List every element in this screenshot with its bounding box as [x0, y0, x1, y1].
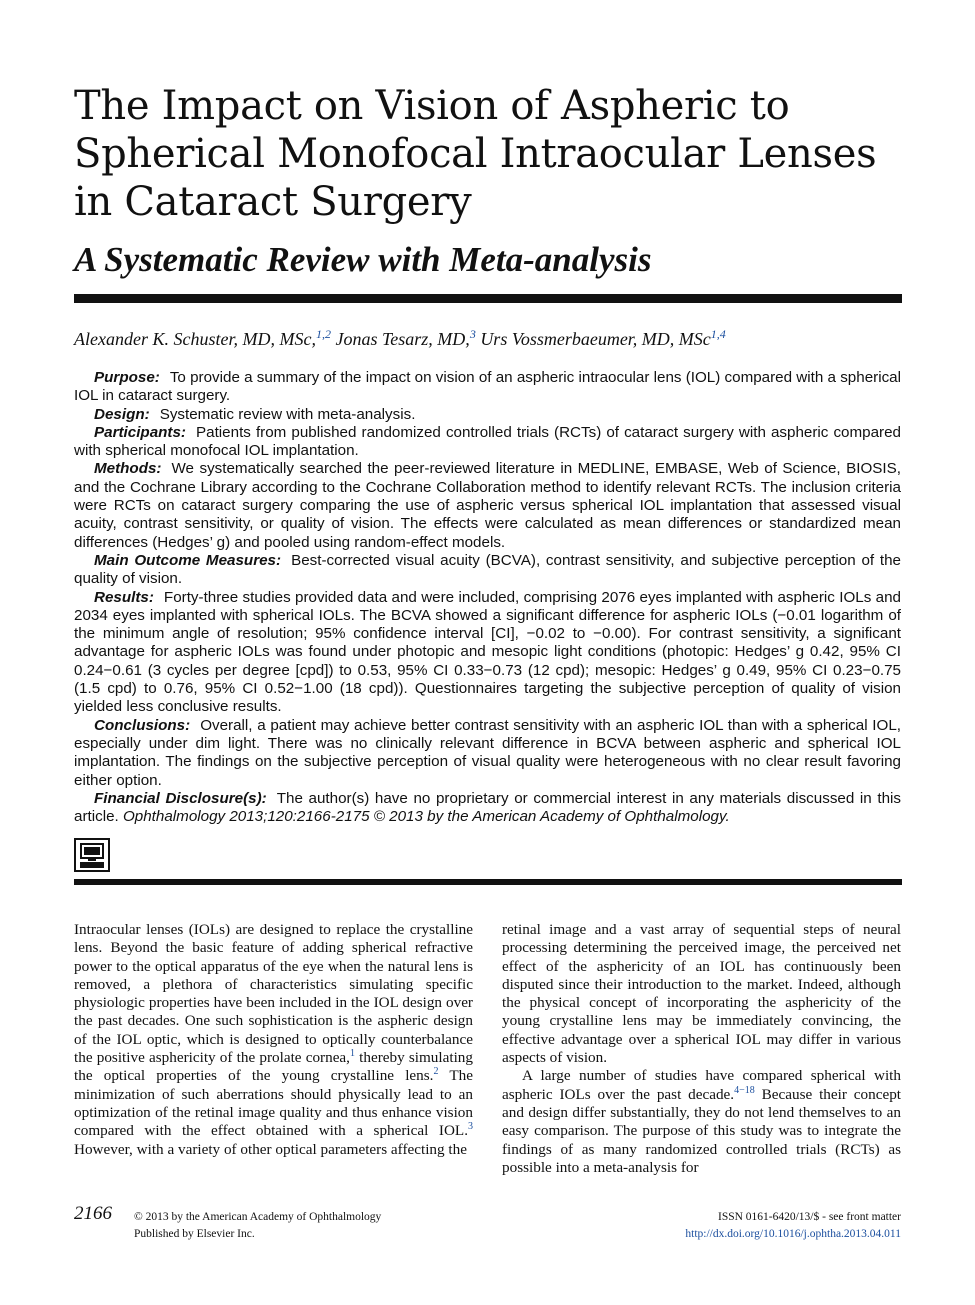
abstract-purpose: Purpose: To provide a summary of the impact on vision of an aspheric intraocular lens (IOL) compared with a spherical IOL in cataract surgery.: [74, 369, 901, 405]
body-column-left: [74, 921, 473, 1159]
abstract-participants: Participants: Patients from published randomized controlled trials (RCTs) of cataract surgery with aspheric compared with spherical monofocal IOL implantation.: [74, 423, 901, 460]
author-name: Urs Vossmerbaeumer, MD, MSc: [480, 329, 711, 349]
author-list: [74, 326, 904, 352]
page-number: 2166: [74, 1203, 112, 1224]
reference-link[interactable]: 3: [468, 1121, 473, 1133]
body-column-right: [502, 921, 901, 1177]
abstract-rule: [74, 879, 902, 885]
author-name: Alexander K. Schuster, MD, MSc,: [74, 329, 316, 349]
author-affiliation[interactable]: 1,4: [710, 327, 726, 341]
abstract: [74, 369, 901, 826]
author-affiliation[interactable]: 3: [469, 327, 476, 341]
doi-link[interactable]: http://dx.doi.org/10.1016/j.ophtha.2013.04.011: [685, 1228, 901, 1240]
author-name: Jonas Tesarz, MD,: [335, 329, 470, 349]
body-paragraph: A large number of studies have compared spherical with aspheric IOLs over the past decade.$^{4-18}$ Because their concept and design differ substantially, they do not lend themselves to an easy comparison. The purpose of this study was to integrate the findings of as many randomized controlled trials (RCTs) as possible into a meta-analysis for: [502, 1067, 902, 1176]
article-subtitle: A Systematic Review with Meta-analysis: [74, 240, 652, 279]
body-paragraph: retinal image and a vast array of sequential steps of neural processing determining the perceived image, the perceived net effect of the asphericity of an IOL has continuously been disputed since their introduction to the market. Indeed, although the physical concept of incorporating the asphericity of the young crystalline lens may be immediately convincing, the effective advantage over a spherical IOL may differ in various aspects of vision.: [502, 921, 901, 1067]
footer-copyright: © 2013 by the American Academy of Ophthalmology Published by Elsevier Inc.: [134, 1211, 382, 1240]
reference-link[interactable]: 4−18: [734, 1084, 755, 1096]
abstract-conclusions: Conclusions: Overall, a patient may achieve better contrast sensitivity with an aspheric IOL than with a spherical IOL, especially under dim light. There was no clinically relevant difference in BCVA between aspheric and spherical IOL implantation. The findings on the subjective perception of visual quality were heterogeneous with no clear result favoring either option.: [74, 716, 901, 789]
title-rule: [74, 294, 902, 303]
abstract-methods: Methods: We systematically searched the peer-reviewed literature in MEDLINE, EMBASE, Web of Science, BIOSIS, and the Cochrane Library according to the Cochrane Collaboration method to identify relevant RCTs. The inclusion criteria were RCTs on cataract surgery comparing the use of aspheric versus spherical IOL implantation that assessed visual acuity, contrast sensitivity, or quality of vision. The effects were calculated as mean differences or standardized mean differences (Hedges’ g) and pooled using random-effect models.: [74, 460, 901, 551]
author-affiliation[interactable]: 1,2: [315, 327, 331, 341]
computer-monitor-icon[interactable]: [74, 838, 110, 872]
abstract-disclosure: Financial Disclosure(s): The author(s) have no proprietary or commercial interest in any materials discussed in this article. Ophthalmology 2013;120:2166-2175 © 2013 by the American Academy of Ophthalmology.: [74, 789, 901, 826]
article-title: The Impact on Vision of Aspheric to Spherical Monofocal Intraocular Lenses in Cataract Surgery: [74, 83, 877, 225]
reference-link[interactable]: 2: [433, 1066, 439, 1078]
abstract-design: Design: Systematic review with meta-analysis.: [94, 405, 416, 423]
footer-issn: ISSN 0161-6420/13/$ - see front matter http://dx.doi.org/10.1016/j.ophtha.2013.04.011: [685, 1209, 901, 1243]
abstract-outcome: Main Outcome Measures: Best-corrected visual acuity (BCVA), contrast sensitivity, and subjective perception of the quality of vision.: [74, 551, 901, 588]
reference-link[interactable]: 1: [349, 1048, 355, 1060]
abstract-results: Results: Forty-three studies provided data and were included, comprising 2076 eyes implanted with aspheric IOLs and 2034 eyes implanted with spherical IOLs. The BCVA showed a significant difference for aspheric IOLs (−0.01 logarithm of the minimum angle of resolution; 95% confidence interval [CI], −0.02 to −0.00). For contrast sensitivity, a significant advantage for aspheric IOLs was found under photopic and mesopic light conditions (photopic: Hedges’ g 0.42, 95% CI 0.24−0.61 (3 cycles per degree [cpd]) to 0.53, 95% CI 0.33−0.73 (12 cpd); mesopic: Hedges’ g 0.49, 95% CI 0.23−0.75 (1.5 cpd) to 0.76, 95% CI 0.52−1.00 (18 cpd)). Questionnaires targeting the subjective perception of quality of vision yielded less conclusive results.: [74, 588, 901, 716]
journal-citation: Ophthalmology 2013;120:2166-2175 © 2013 by the American Academy of Ophthalmology.: [122, 808, 730, 826]
body-paragraph: Intraocular lenses (IOLs) are designed to replace the crystalline lens. Beyond the basic feature of adding spherical refractive power to the optical apparatus of the eye when the natural lens is removed, a plethora of characteristics simulating specific physiologic properties have been included in the IOL design over the past decades. One such sophistication is the aspheric design of the IOL optic, which is designed to optically counterbalance the positive asphericity of the prolate cornea,$^1$ thereby simulating the optical properties of the young crystalline lens.$^2$ The minimization of such aberrations should physically lead to an optimization of the retinal image quality and thus enhance vision compared with the effect obtained with a spherical IOL.$^3$ However, with a variety of other optical parameters affecting the: [74, 921, 473, 1158]
